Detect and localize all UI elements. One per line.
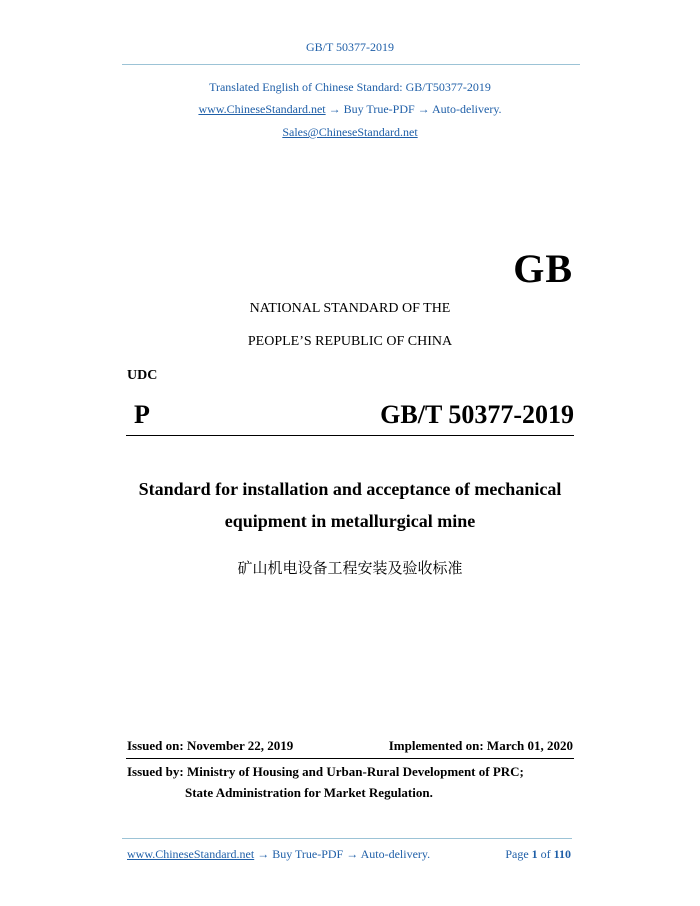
email-link[interactable]: Sales@ChineseStandard.net — [282, 125, 418, 139]
page-indicator — [505, 847, 571, 862]
footer-site-link[interactable]: www.ChineseStandard.net — [127, 847, 255, 861]
title-english-line1: Standard for installation and acceptance of mechanical — [138, 479, 562, 499]
arrow-icon: → — [417, 102, 430, 116]
footer-buy-line — [127, 847, 430, 862]
header-standard-code: GB/T 50377-2019 — [305, 40, 395, 54]
arrow-icon: → — [328, 102, 341, 116]
implemented-on-date: Implemented on: March 01, 2020 — [388, 738, 573, 753]
title-english-line2: equipment in metallurgical mine — [224, 511, 476, 531]
arrow-icon: → — [257, 847, 270, 861]
issued-by-line2: State Administration for Market Regulation. — [185, 785, 433, 800]
promo-translated-line: Translated English of Chinese Standard: GB/T50377-2019 — [209, 80, 491, 94]
title-divider — [126, 435, 574, 436]
total-pages: 110 — [553, 847, 571, 861]
national-standard-line1: NATIONAL STANDARD OF THE — [249, 301, 451, 316]
footer-buy-text: Buy True-PDF — [272, 847, 344, 861]
arrow-icon: → — [346, 847, 359, 861]
promo-buy-line — [0, 102, 700, 117]
issue-divider — [126, 758, 574, 759]
gb-mark: GB — [513, 246, 573, 291]
page-label: Page — [505, 847, 529, 861]
header-divider — [122, 64, 580, 65]
of-label: of — [540, 847, 551, 861]
page-number: 1 — [531, 847, 538, 861]
buy-text: Buy True-PDF — [343, 102, 415, 116]
footer-divider — [122, 838, 572, 839]
issued-by-line1: Issued by: Ministry of Housing and Urban-Rural Development of PRC; — [127, 764, 524, 779]
udc-label: UDC — [127, 368, 158, 383]
footer-delivery-text: Auto-delivery. — [360, 847, 431, 861]
title-chinese: 矿山机电设备工程安装及验收标准 — [237, 559, 463, 577]
standard-number: GB/T 50377-2019 — [380, 400, 574, 429]
site-link[interactable]: www.ChineseStandard.net — [198, 102, 326, 116]
promo-email-line — [0, 125, 700, 140]
classification-code: P — [134, 400, 150, 429]
issued-on-date: Issued on: November 22, 2019 — [127, 738, 294, 753]
delivery-text: Auto-delivery. — [432, 102, 502, 116]
national-standard-line2: PEOPLE’S REPUBLIC OF CHINA — [247, 334, 453, 349]
